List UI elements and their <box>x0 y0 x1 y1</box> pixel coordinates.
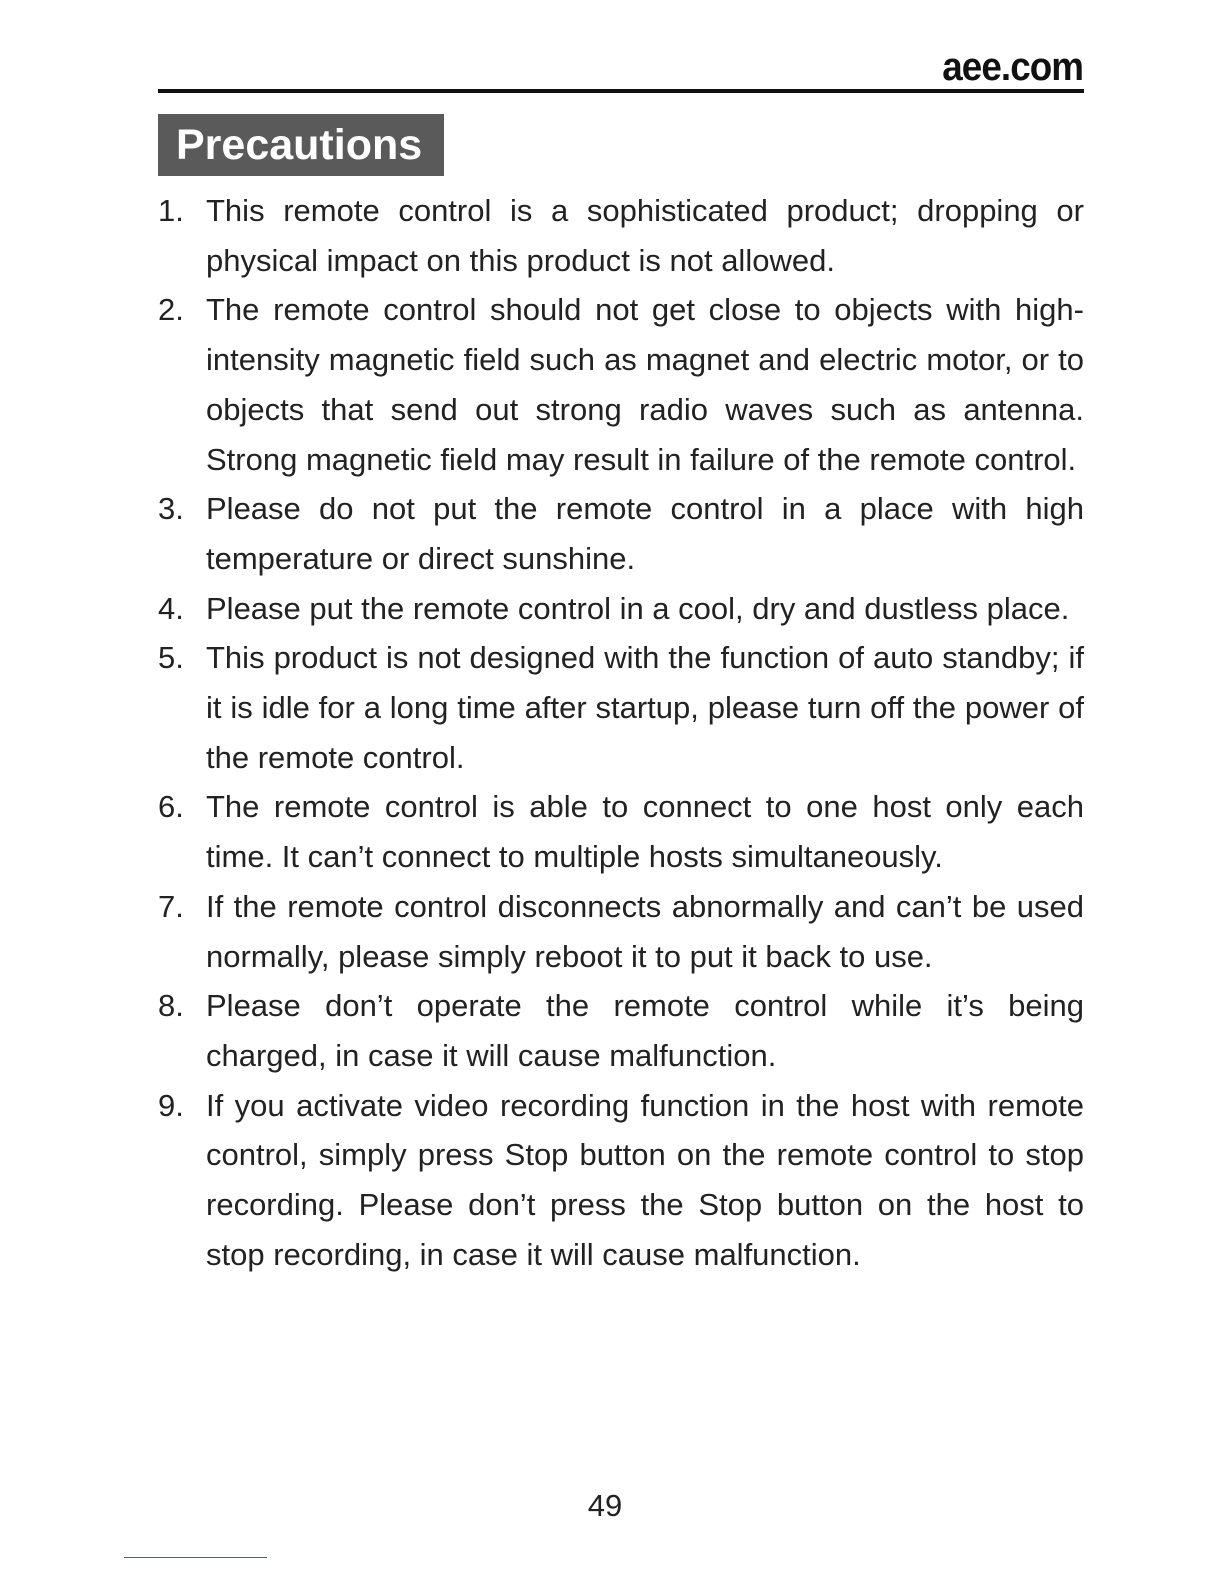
header-divider <box>158 89 1084 93</box>
item-number: 5. <box>158 640 184 676</box>
item-text: The remote control is able to connect to one host only each time. It can’t connect to multiple hosts simultaneously. <box>206 789 1084 875</box>
item-number: 1. <box>158 193 184 228</box>
item-text: Please do not put the remote control in a place with high temperature or direct sunshine. <box>206 491 1084 576</box>
item-text: If the remote control disconnects abnormally and can’t be used normally, please simply reboot it to put it back to use. <box>206 888 1084 974</box>
item-text: The remote control should not get close to objects with high-intensity magnetic field such as magnet and electric motor, or to objects that send out strong radio waves such as antenna. Strong magnetic field may result in failure of the remote control. <box>206 292 1084 477</box>
item-number: 4. <box>158 590 184 626</box>
item-text: This remote control is a sophisticated product; dropping or physical impact on this product is not allowed. <box>206 193 1084 278</box>
section-title: Precautions <box>158 114 444 176</box>
precaution-item-1 <box>158 186 1084 285</box>
precautions-list <box>158 186 1084 1279</box>
precaution-item-3 <box>158 484 1084 583</box>
page-number: 49 <box>587 1488 623 1523</box>
precaution-item-2 <box>158 285 1084 484</box>
footer-divider <box>124 1557 267 1558</box>
item-number: 6. <box>158 789 184 825</box>
item-number: 2. <box>158 292 184 328</box>
precaution-item-8 <box>158 981 1084 1080</box>
item-number: 7. <box>158 888 184 924</box>
precaution-item-4 <box>158 584 1084 634</box>
item-text: If you activate video recording function in the host with remote control, simply press Stop button on the remote control to stop recording. Please don’t press the Stop button on the host to stop recording, in case it will cause malfunction. <box>206 1087 1084 1272</box>
item-text: Please don’t operate the remote control while it’s being charged, in case it will cause malfunction. <box>206 988 1084 1073</box>
item-number: 3. <box>158 491 184 527</box>
precaution-item-9 <box>158 1081 1084 1280</box>
precaution-item-5 <box>158 633 1084 782</box>
item-text: Please put the remote control in a cool, dry and dustless place. <box>206 590 1070 626</box>
brand-logo: aee.com <box>942 45 1083 89</box>
item-number: 8. <box>158 988 184 1024</box>
precaution-item-6 <box>158 782 1084 881</box>
item-text: This product is not designed with the function of auto standby; if it is idle for a long time after startup, please turn off the power of the remote control. <box>206 640 1084 775</box>
item-number: 9. <box>158 1087 184 1123</box>
precaution-item-7 <box>158 882 1084 981</box>
